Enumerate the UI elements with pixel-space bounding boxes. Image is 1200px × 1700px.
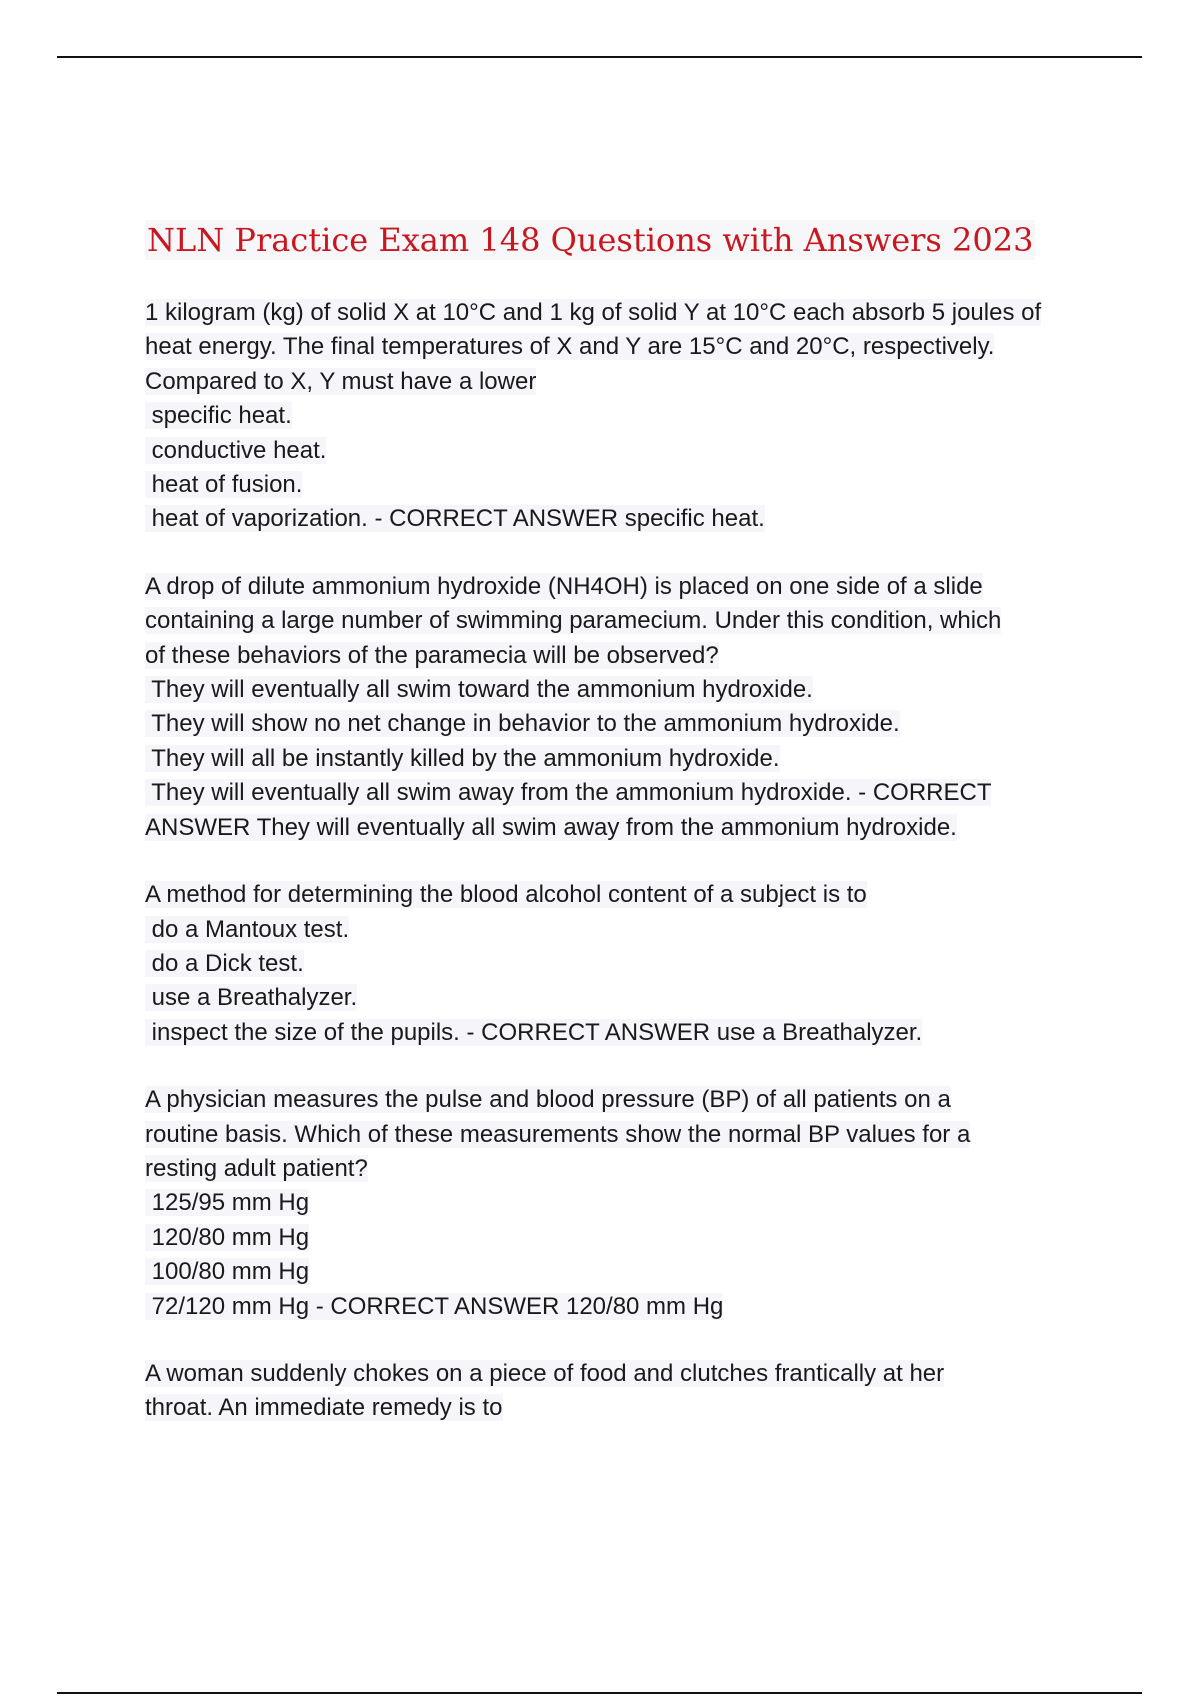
question-line <box>145 570 1095 604</box>
question-line <box>145 434 1095 468</box>
question-line-text: They will all be instantly killed by the ammonium hydroxide. <box>145 744 780 772</box>
question-line <box>145 947 1095 981</box>
question-line <box>145 639 1095 673</box>
question-line <box>145 1357 1095 1391</box>
question-line-text: inspect the size of the pupils. - CORRECT ANSWER use a Breathalyzer. <box>145 1018 923 1046</box>
question-line <box>145 1290 1095 1324</box>
question-line-text: specific heat. <box>145 402 292 430</box>
question-line-text: A physician measures the pulse and blood pressure (BP) of all patients on a <box>145 1086 951 1114</box>
question-line <box>145 604 1095 638</box>
question-line <box>145 1221 1095 1255</box>
question-line-text: containing a large number of swimming paramecium. Under this condition, which <box>145 607 1002 635</box>
question-line-text: do a Dick test. <box>145 949 304 977</box>
question-line <box>145 330 1095 364</box>
question-line <box>145 1255 1095 1289</box>
question-line-text: throat. An immediate remedy is to <box>145 1394 503 1422</box>
question-line <box>145 365 1095 399</box>
document-body <box>145 220 1095 1459</box>
header-rule <box>57 56 1142 58</box>
question-line-text: of these behaviors of the paramecia will be observed? <box>145 641 719 669</box>
question-block <box>145 1357 1095 1426</box>
question-line-text: do a Mantoux test. <box>145 915 350 943</box>
question-list <box>145 296 1095 1426</box>
question-line <box>145 811 1095 845</box>
question-line <box>145 399 1095 433</box>
question-line <box>145 296 1095 330</box>
question-line-text: resting adult patient? <box>145 1154 368 1182</box>
question-line <box>145 1186 1095 1220</box>
footer-rule <box>57 1692 1142 1694</box>
question-line-text: ANSWER They will eventually all swim away from the ammonium hydroxide. <box>145 813 957 841</box>
question-line-text: A woman suddenly chokes on a piece of food and clutches frantically at her <box>145 1359 945 1387</box>
question-block <box>145 1083 1095 1324</box>
question-block <box>145 296 1095 537</box>
question-line-text: heat of vaporization. - CORRECT ANSWER specific heat. <box>145 505 765 533</box>
question-line-text: routine basis. Which of these measurements show the normal BP values for a <box>145 1120 971 1148</box>
question-line <box>145 673 1095 707</box>
question-line-text: They will show no net change in behavior to the ammonium hydroxide. <box>145 710 900 738</box>
question-line <box>145 981 1095 1015</box>
question-line-text: conductive heat. <box>145 436 327 464</box>
question-line <box>145 1118 1095 1152</box>
document-title: NLN Practice Exam 148 Questions with Answers 2023 <box>147 221 1034 259</box>
question-line <box>145 707 1095 741</box>
question-block <box>145 878 1095 1050</box>
question-line <box>145 742 1095 776</box>
question-line-text: A method for determining the blood alcohol content of a subject is to <box>145 881 867 909</box>
question-line <box>145 878 1095 912</box>
question-line-text: They will eventually all swim away from the ammonium hydroxide. - CORRECT <box>145 779 992 807</box>
question-line-text: They will eventually all swim toward the ammonium hydroxide. <box>145 676 813 704</box>
question-line <box>145 1083 1095 1117</box>
question-line <box>145 1152 1095 1186</box>
question-line <box>145 913 1095 947</box>
question-line <box>145 502 1095 536</box>
question-line-text: 120/80 mm Hg <box>145 1223 310 1251</box>
question-line <box>145 468 1095 502</box>
question-line-text: use a Breathalyzer. <box>145 984 358 1012</box>
question-line-text: 100/80 mm Hg <box>145 1258 310 1286</box>
question-line <box>145 1391 1095 1425</box>
question-line <box>145 776 1095 810</box>
question-line-text: A drop of dilute ammonium hydroxide (NH4OH) is placed on one side of a slide <box>145 572 983 600</box>
question-line-text: 125/95 mm Hg <box>145 1189 310 1217</box>
question-line-text: 72/120 mm Hg - CORRECT ANSWER 120/80 mm Hg <box>145 1292 724 1320</box>
question-line-text: 1 kilogram (kg) of solid X at 10°C and 1 kg of solid Y at 10°C each absorb 5 joules of <box>145 299 1042 326</box>
question-line-text: Compared to X, Y must have a lower <box>145 367 537 395</box>
question-line <box>145 1016 1095 1050</box>
question-block <box>145 570 1095 845</box>
question-line-text: heat energy. The final temperatures of X and Y are 15°C and 20°C, respectively. <box>145 333 995 361</box>
question-line-text: heat of fusion. <box>145 471 303 499</box>
